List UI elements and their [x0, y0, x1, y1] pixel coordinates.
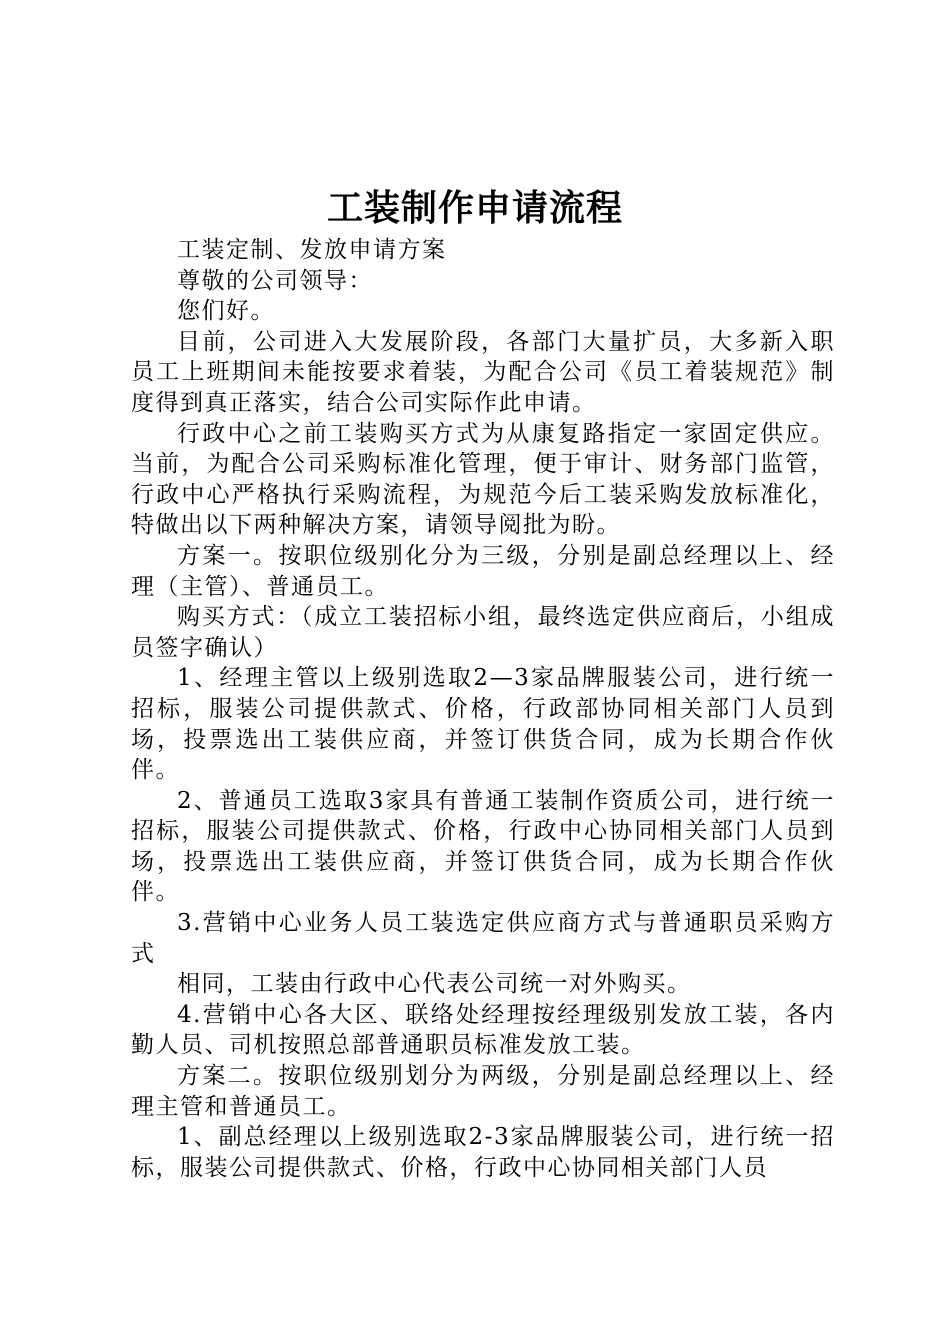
paragraph-plan-two-item-1: 1、副总经理以上级别选取2-3家品牌服装公司，进行统一招标，服装公司提供款式、价格，行政中心协同相关部门人员 [131, 1124, 835, 1181]
paragraph-purchase-method: 购买方式：（成立工装招标小组，最终选定供应商后，小组成员签字确认） [131, 604, 835, 661]
document-title: 工装制作申请流程 [326, 187, 623, 229]
paragraph-plan-one: 方案一。按职位级别化分为三级，分别是副总经理以上、经理（主管）、普通员工。 [131, 542, 835, 600]
paragraph-salutation: 尊敬的公司领导： [177, 267, 373, 294]
paragraph-plan-two: 方案二。按职位级别划分为两级，分别是副总经理以上、经理主管和普通员工。 [131, 1063, 835, 1120]
paragraph-plan-one-item-4: 4.营销中心各大区、联络处经理按经理级别发放工装，各内勤人员、司机按照总部普通职员标准发放工装。 [131, 1001, 835, 1059]
paragraph-current-method: 行政中心之前工装购买方式为从康复路指定一家固定供应。当前，为配合公司采购标准化管理，便于审计、财务部门监管，行政中心严格执行采购流程，为规范今后工装采购发放标准化，特做出以下两种解决方案，请领导阅批为盼。 [131, 420, 835, 539]
paragraph-background: 目前，公司进入大发展阶段，各部门大量扩员，大多新入职员工上班期间未能按要求着装，为配合公司《员工着装规范》制度得到真正落实，结合公司实际作此申请。 [131, 328, 835, 416]
paragraph-plan-one-item-3: 3.营销中心业务人员工装选定供应商方式与普通职员采购方式 [131, 910, 835, 967]
paragraph-plan-one-item-3-cont: 相同，工装由行政中心代表公司统一对外购买。 [177, 971, 692, 998]
paragraph-plan-one-item-2: 2、普通员工选取3家具有普通工装制作资质公司，进行统一招标，服装公司提供款式、价格，行政中心协同相关部门人员到场，投票选出工装供应商，并签订供货合同，成为长期合作伙伴。 [131, 787, 835, 906]
paragraph-greeting: 您们好。 [177, 298, 275, 325]
paragraph-subject: 工装定制、发放申请方案 [177, 237, 447, 263]
document-body [131, 235, 835, 1183]
paragraph-plan-one-item-1: 1、经理主管以上级别选取2—3家品牌服装公司，进行统一招标，服装公司提供款式、价格，行政部协同相关部门人员到场，投票选出工装供应商，并签订供货合同，成为长期合作伙伴。 [131, 665, 835, 784]
